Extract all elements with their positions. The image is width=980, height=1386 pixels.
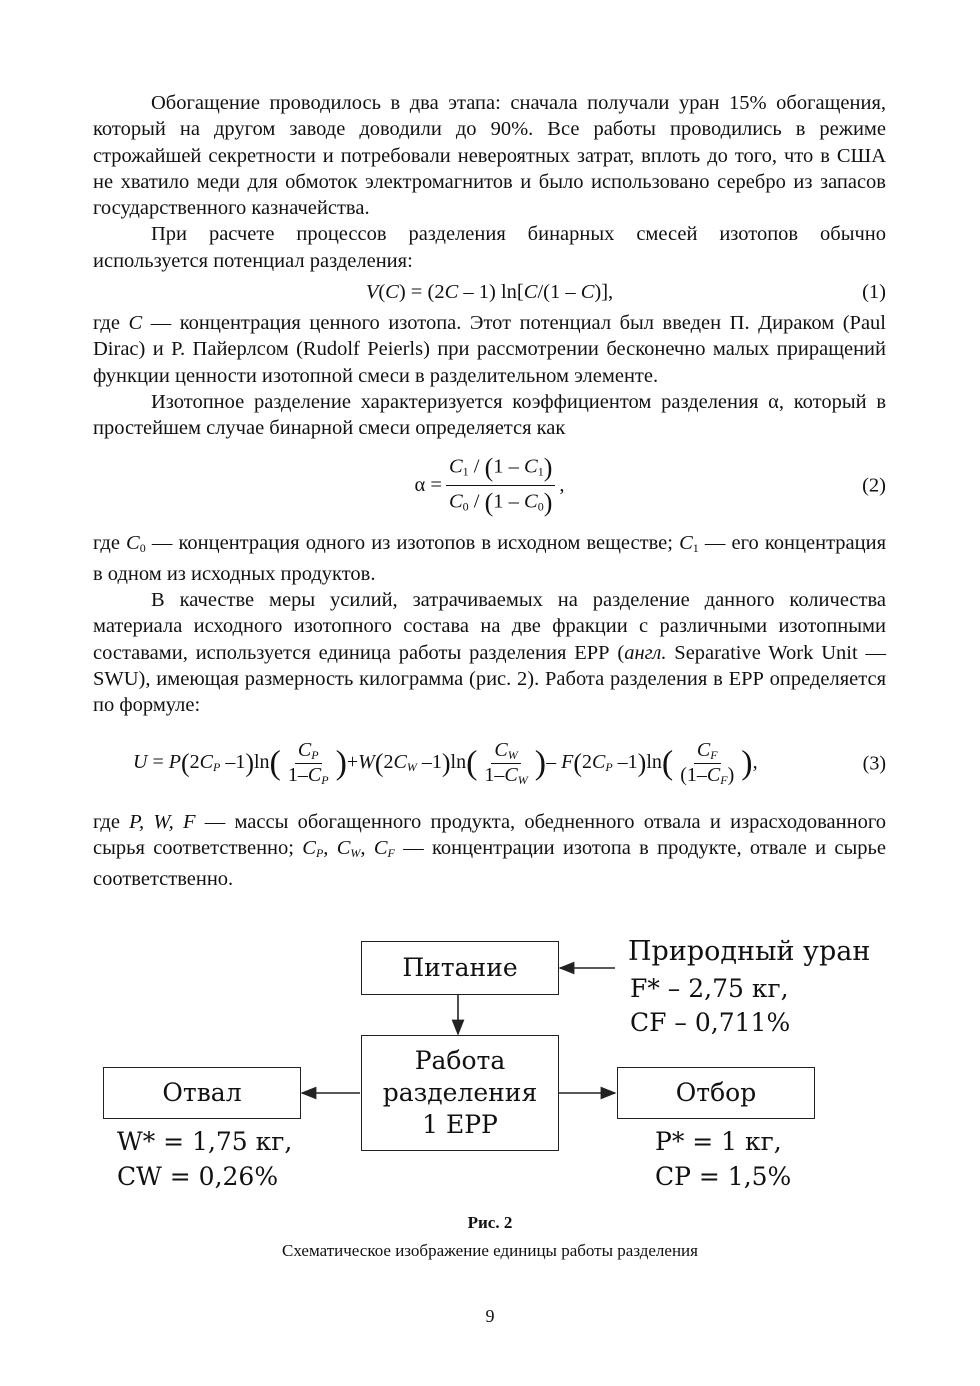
product-box: Отбор: [617, 1067, 815, 1119]
diagram-swu: [93, 935, 893, 1205]
figure-title: Рис. 2: [467, 1213, 513, 1232]
paragraph-5: где $C_0$ — концентрация одного из изотопов в исходном веществе; $C_1$ — его концентрация в одном из исходных продуктов.: [93, 531, 886, 585]
equation-1: [93, 274, 886, 310]
work-box: Работа разделения 1 ЕРР: [361, 1035, 559, 1151]
equation-3-formula: $U = P(2C_P$ –1)ln( $\frac{C_P}{1-C_P}$ )$+W(2C_W$ –1)ln( $\frac{C_W}{1-C_W}$ )– $F(2C_P$ –1)ln( $\frac{C_F}{(1-C_F)}$ ),: [133, 739, 758, 788]
natural-uranium-mass: F* – 2,75 кг,: [630, 974, 789, 1003]
equation-2-fraction: $\frac{C_1 / (1 - C_1)}{C_0 / (1 - C_0)}$: [446, 451, 555, 520]
page-number: 9: [485, 1306, 495, 1326]
equation-1-number: (1): [862, 281, 886, 304]
paragraph-6: В качестве меры усилий, затрачиваемых на разделение данного количества материала исходного изотопного состава на две фракции с различными изотопными составами, используется единица работы разделения ЕРР (англ. Separative Work Unit — SWU), имеющая размерность килограмма (рис. 2). Работа разделения в ЕРР определяется по формуле:: [93, 589, 886, 717]
paragraph-1: Обогащение проводилось в два этапа: сначала получали уран 15% обогащения, который на другом заводе доводили до 90%. Все работы проводились в режиме строжайшей секретности и потребовали невероятных затрат, вплоть до того, что в США не хватило меди для обмоток электромагнитов и было использовано серебро из запасов государственного казначейства.: [93, 92, 886, 220]
product-mass: P* = 1 кг,: [655, 1127, 782, 1156]
equation-1-formula: V(C) = (2C – 1) ln[C/(1 – C)],: [365, 281, 614, 304]
natural-uranium-conc: CF – 0,711%: [630, 1008, 791, 1037]
tails-conc: CW = 0,26%: [117, 1162, 279, 1191]
feed-box: Питание: [361, 941, 559, 995]
equation-3-number: (3): [862, 752, 886, 775]
tails-mass: W* = 1,75 кг,: [117, 1127, 293, 1156]
tails-box: Отвал: [103, 1067, 301, 1119]
figure-caption: Схематическое изображение единицы работы разделения: [282, 1241, 698, 1260]
natural-uranium-title: Природный уран: [628, 936, 871, 967]
paragraph-2: При расчете процессов разделения бинарных смесей изотопов обычно используется потенциал разделения:: [93, 223, 886, 272]
page-text: [93, 90, 886, 893]
paragraph-7: где P, W, F — массы обогащенного продукта, обедненного отвала и израсходованного сырья соответственно; $C_P$, $C_W$, $C_F$ — концентрации изотопа в продукте, отвале и сырье соответственно.: [93, 810, 887, 891]
equation-2-formula: α =: [414, 474, 442, 497]
product-conc: CP = 1,5%: [655, 1162, 792, 1191]
equation-2-number: (2): [862, 474, 886, 497]
equation-3: [93, 719, 886, 809]
paragraph-3: где C — концентрация ценного изотопа. Этот потенциал был введен П. Дираком (Paul Dirac) и Р. Пайерлсом (Rudolf Peierls) при рассмотрении бесконечно малых приращений функции ценности изотопной смеси в разделительном элементе.: [93, 312, 886, 387]
equation-2: α = $\frac{C_1 / (1 - C_1)}{C_0 / (1 - C_0)}$ , (2): [93, 442, 886, 530]
paragraph-4: Изотопное разделение характеризуется коэффициентом разделения α, который в простейшем случае бинарной смеси определяется как: [93, 390, 886, 440]
